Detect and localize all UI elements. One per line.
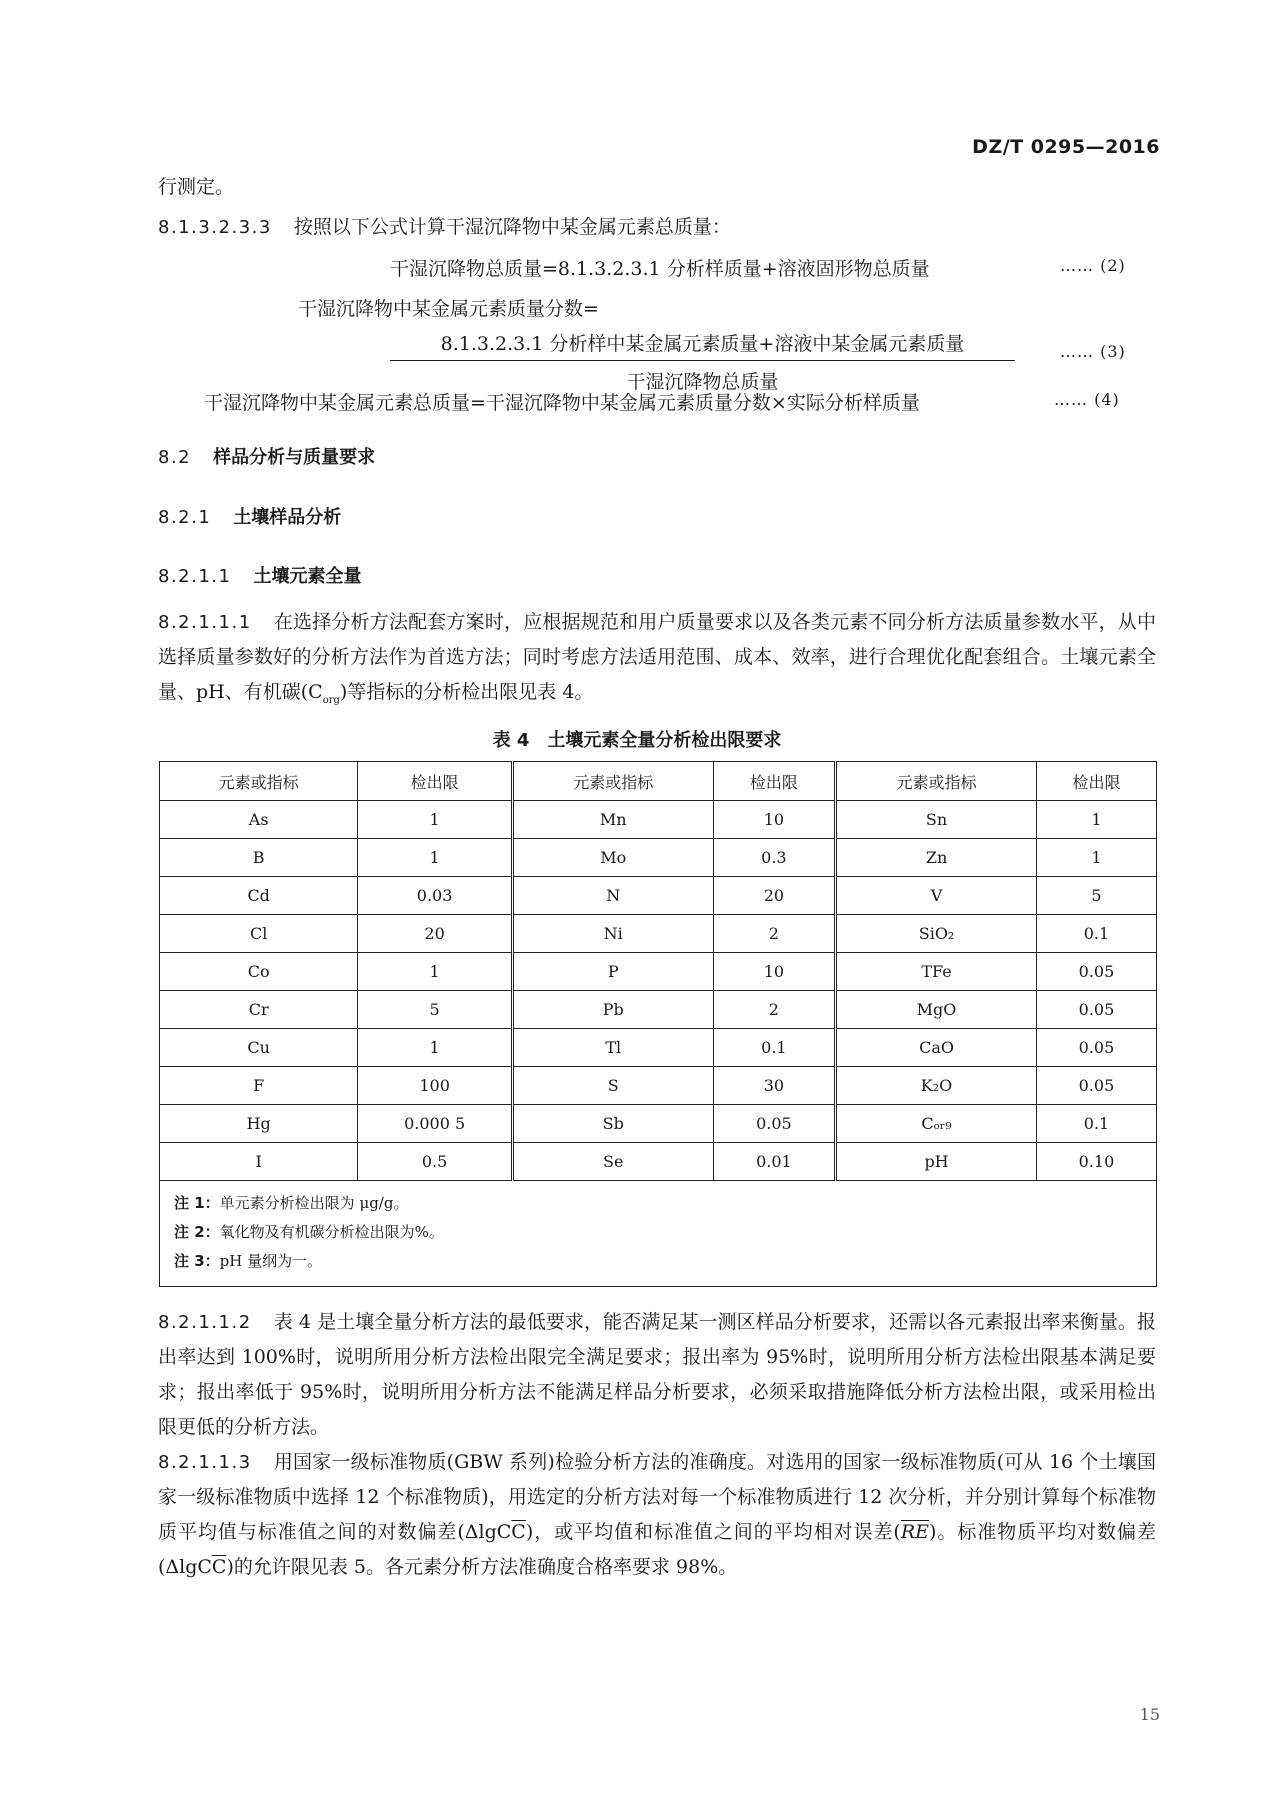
table-cell: 0.1 (1036, 915, 1156, 953)
paragraph-text: 表 4 是土壤全量分析方法的最低要求，能否满足某一测区样品分析要求，还需以各元素报出率来衡量。报出率达到 100%时，说明所用分析方法检出限完全满足要求；报出率为 95%时，说明所用分析方法检出限基本满足要求；报出率低于 95%时，说明所用分析方法不能满足样品分析要求，必须采取措施降低分析方法检出限，或采用检出限更低的分析方法。 (158, 1311, 1156, 1438)
clause-number: 8.2.1.1.3 (158, 1452, 252, 1473)
clause-number: 8.2.1.1.1 (158, 612, 252, 633)
note-text: 单元素分析检出限为 μg/g。 (219, 1194, 409, 1212)
table-cell: Mo (512, 839, 713, 877)
equation-2-tag: …… (2) (1060, 256, 1126, 275)
table-cell: N (512, 877, 713, 915)
heading-title: 土壤样品分析 (233, 507, 342, 528)
table-cell: S (512, 1067, 713, 1105)
table-cell: 20 (358, 915, 512, 953)
table-row (160, 1029, 1157, 1067)
heading-number: 8.2.1.1 (158, 566, 232, 587)
clause-text: 按照以下公式计算干湿沉降物中某金属元素总质量： (293, 216, 731, 238)
note-text: pH 量纲为一。 (219, 1252, 323, 1270)
table-notes (160, 1181, 1157, 1287)
table-cell: 0.3 (713, 839, 835, 877)
table-header-row (160, 762, 1157, 801)
table-cell: 0.01 (713, 1143, 835, 1181)
table-cell: Sn (836, 801, 1037, 839)
table-cell: Cu (160, 1029, 358, 1067)
table-row (160, 915, 1157, 953)
table-cell: V (836, 877, 1037, 915)
heading-number: 8.2.1 (158, 507, 212, 528)
table-cell: Ni (512, 915, 713, 953)
table-cell: 5 (358, 991, 512, 1029)
table-row (160, 801, 1157, 839)
table-note (174, 1247, 1142, 1276)
table-cell: 1 (358, 953, 512, 991)
table-cell: 0.1 (713, 1029, 835, 1067)
table-cell: 0.5 (358, 1143, 512, 1181)
table-cell: 0.05 (1036, 953, 1156, 991)
clause-8-1-3-2-3-3 (158, 212, 731, 239)
paragraph-8-2-1-1-3 (158, 1445, 1156, 1585)
paragraph-text: )。标准物质平均对数偏差(ΔlgC (158, 1521, 1156, 1578)
equation-3-numerator: 8.1.3.2.3.1 分析样中某金属元素质量+溶液中某金属元素质量 (390, 329, 1015, 361)
equation-3-denominator: 干湿沉降物总质量 (626, 371, 779, 393)
paragraph-text: )的允许限见表 5。各元素分析方法准确度合格率要求 98%。 (226, 1556, 738, 1578)
table-cell: 1 (358, 839, 512, 877)
detection-limit-table (159, 761, 1157, 1287)
table-row (160, 839, 1157, 877)
table-row (160, 953, 1157, 991)
table-cell: 10 (713, 801, 835, 839)
equation-3-fraction (390, 329, 1015, 394)
table-row (160, 1143, 1157, 1181)
column-header: 检出限 (713, 762, 835, 801)
equation-4-tag: …… (4) (1054, 390, 1120, 409)
table-cell: 0.10 (1036, 1143, 1156, 1181)
heading-8-2 (158, 443, 375, 469)
clause-number: 8.1.3.2.3.3 (158, 217, 272, 238)
equation-3-tag: …… (3) (1060, 342, 1126, 361)
overline-c: $\overline{C}$ (511, 1521, 526, 1543)
paragraph-text: 用国家一级标准物质(GBW 系列)检验分析方法的准确度。对选用的国家一级标准物质(可从 16 个土壤国家一级标准物质中选择 12 个标准物质)，用选定的分析方法对每一个标准物质进行 12 次分析，并分别计算每个标准物质平均值与标准值之间的对数偏差(ΔlgC (158, 1451, 1156, 1543)
table-cell: Tl (512, 1029, 713, 1067)
table-cell: 0.1 (1036, 1105, 1156, 1143)
table-cell: 0.000 5 (358, 1105, 512, 1143)
paragraph-text: )，或平均值和标准值之间的平均相对误差( (525, 1521, 901, 1543)
table-cell: 0.05 (1036, 991, 1156, 1029)
table-cell: Pb (512, 991, 713, 1029)
page-number: 15 (1139, 1705, 1160, 1724)
table-cell: MgO (836, 991, 1037, 1029)
table-cell: 1 (358, 801, 512, 839)
table-cell: 100 (358, 1067, 512, 1105)
heading-title: 土壤元素全量 (253, 566, 362, 587)
table-cell: TFe (836, 953, 1037, 991)
table-cell: As (160, 801, 358, 839)
table-cell: 0.03 (358, 877, 512, 915)
table-cell: 30 (713, 1067, 835, 1105)
table-cell: 0.05 (1036, 1029, 1156, 1067)
table-cell: Cl (160, 915, 358, 953)
table-cell: P (512, 953, 713, 991)
table-cell: Hg (160, 1105, 358, 1143)
table-note (174, 1218, 1142, 1247)
table-row (160, 1067, 1157, 1105)
table-row (160, 991, 1157, 1029)
table-row (160, 877, 1157, 915)
table-cell: CaO (836, 1029, 1037, 1067)
table-cell: Mn (512, 801, 713, 839)
table-row (160, 1105, 1157, 1143)
table-cell: Cₒᵣ₉ (836, 1105, 1037, 1143)
standard-number: DZ/T 0295—2016 (972, 136, 1160, 158)
clause-number: 8.2.1.1.2 (158, 1312, 252, 1333)
table-cell: Zn (836, 839, 1037, 877)
overline-c: $\overline{C}$ (211, 1556, 227, 1578)
table-cell: F (160, 1067, 358, 1105)
intro-line: 行测定。 (158, 176, 235, 198)
table-cell: 2 (713, 915, 835, 953)
paragraph-text: )等指标的分析检出限见表 4。 (339, 681, 594, 703)
table-notes-row (160, 1181, 1157, 1287)
heading-number: 8.2 (158, 447, 192, 468)
column-header: 元素或指标 (160, 762, 358, 801)
column-header: 元素或指标 (512, 762, 713, 801)
note-label: 注 2： (174, 1223, 220, 1241)
equation-3-lhs: 干湿沉降物中某金属元素质量分数= (298, 298, 599, 320)
paragraph-8-2-1-1-2 (158, 1305, 1156, 1445)
note-label: 注 1： (174, 1194, 220, 1212)
column-header: 元素或指标 (836, 762, 1037, 801)
table-cell: pH (836, 1143, 1037, 1181)
table-cell: Cd (160, 877, 358, 915)
table-cell: 1 (1036, 801, 1156, 839)
column-header: 检出限 (358, 762, 512, 801)
table-cell: 5 (1036, 877, 1156, 915)
heading-8-2-1 (158, 503, 341, 529)
table-cell: Se (512, 1143, 713, 1181)
table-cell: 0.05 (713, 1105, 835, 1143)
table-cell: 1 (358, 1029, 512, 1067)
table-cell: 20 (713, 877, 835, 915)
table-note (174, 1189, 1142, 1218)
re-symbol: $\overline{RE}$ (900, 1521, 930, 1543)
table-cell: Cr (160, 991, 358, 1029)
table-cell: Co (160, 953, 358, 991)
table-cell: B (160, 839, 358, 877)
subscript-org: org (322, 694, 340, 706)
table-cell: Sb (512, 1105, 713, 1143)
equation-4: 干湿沉降物中某金属元素总质量=干湿沉降物中某金属元素质量分数×实际分析样质量 (204, 392, 920, 414)
table-cell: 1 (1036, 839, 1156, 877)
table-cell: 10 (713, 953, 835, 991)
paragraph-text: 在选择分析方法配套方案时，应根据规范和用户质量要求以及各类元素不同分析方法质量参数水平，从中选择质量参数好的分析方法作为首选方法；同时考虑方法适用范围、成本、效率，进行合理优化配套组合。土壤元素全量、pH、有机碳(C (158, 611, 1156, 703)
equation-2: 干湿沉降物总质量=8.1.3.2.3.1 分析样质量+溶液固形物总质量 (390, 258, 930, 280)
column-header: 检出限 (1036, 762, 1156, 801)
table-cell: 2 (713, 991, 835, 1029)
table-cell: 0.05 (1036, 1067, 1156, 1105)
heading-8-2-1-1 (158, 562, 361, 588)
paragraph-8-2-1-1-1 (158, 605, 1156, 718)
table-cell: SiO₂ (836, 915, 1037, 953)
table-cell: I (160, 1143, 358, 1181)
note-label: 注 3： (174, 1252, 220, 1270)
note-text: 氧化物及有机碳分析检出限为%。 (219, 1223, 444, 1241)
heading-title: 样品分析与质量要求 (213, 447, 376, 468)
table-cell: K₂O (836, 1067, 1037, 1105)
table-caption: 表 4 土壤元素全量分析检出限要求 (492, 730, 782, 751)
